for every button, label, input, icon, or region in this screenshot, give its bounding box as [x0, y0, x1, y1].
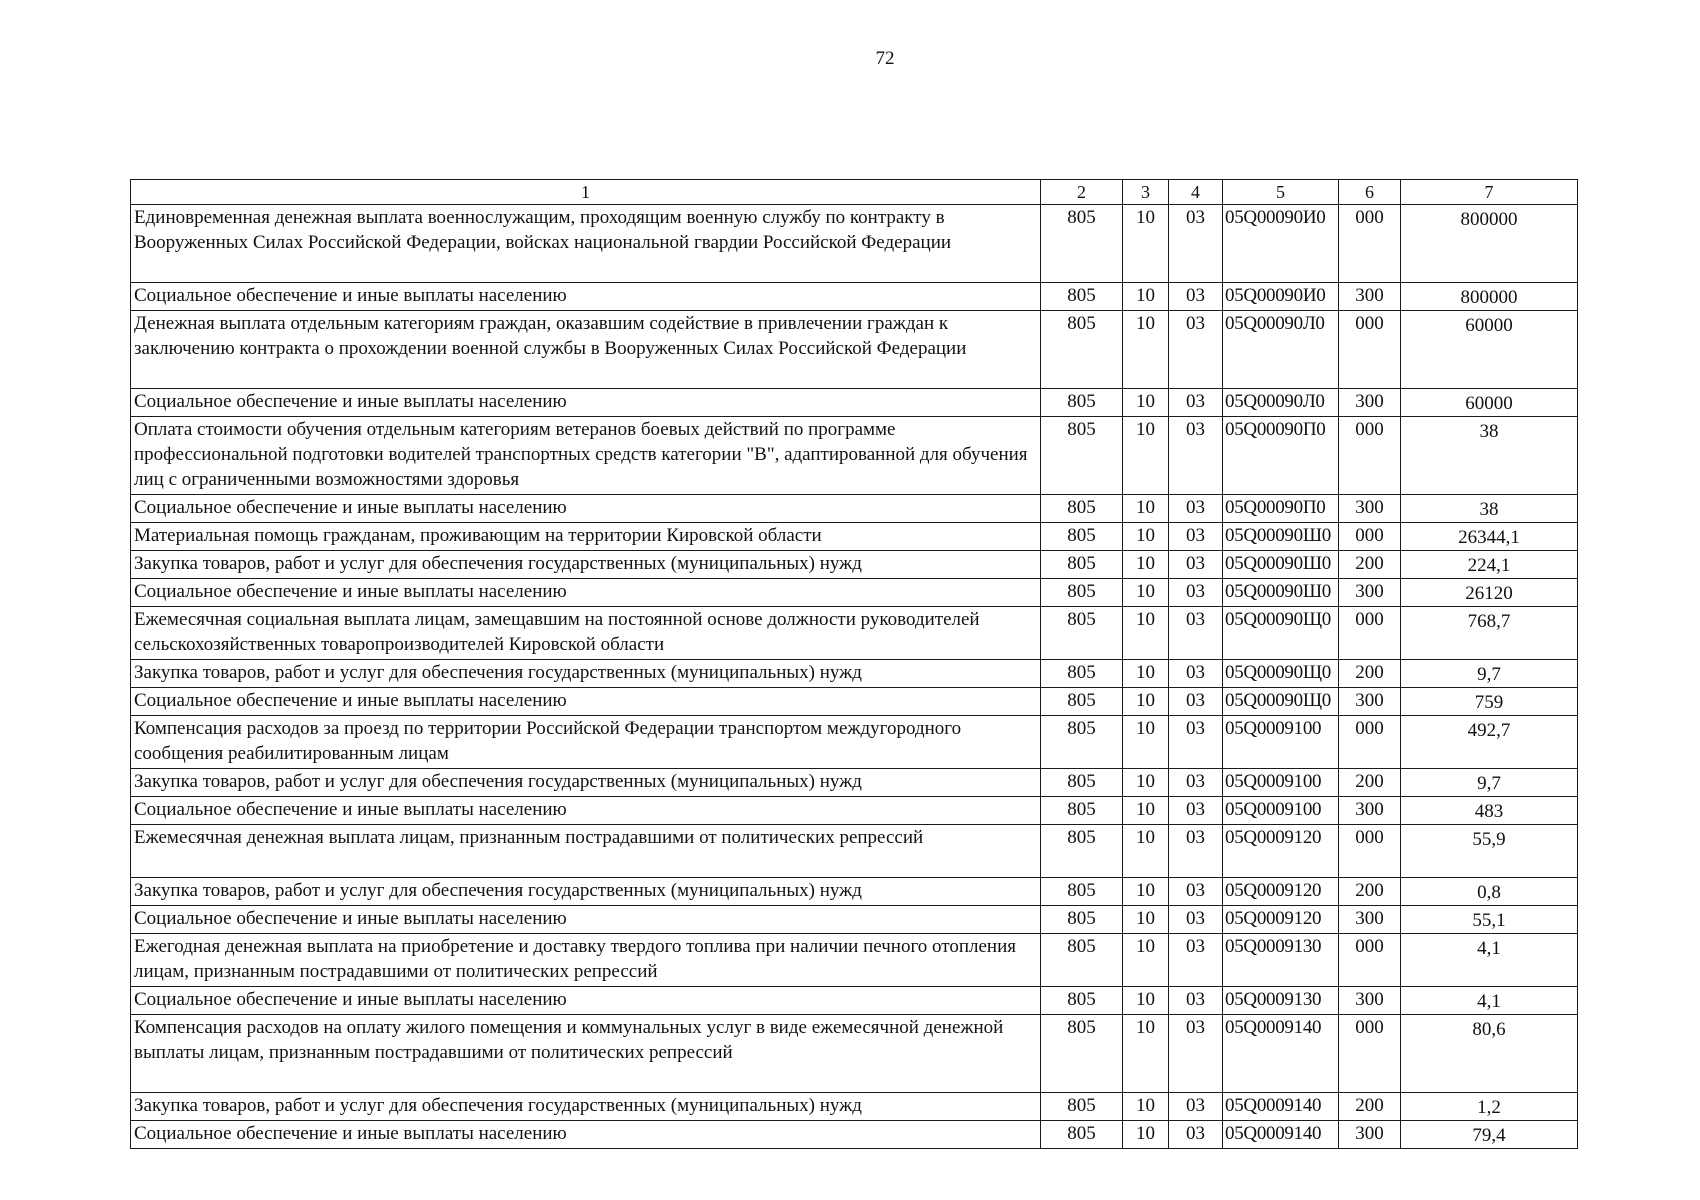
ministry-code-cell: 805 — [1041, 825, 1123, 878]
table-row — [131, 797, 1578, 825]
target-article-cell: 05Q0009100 — [1223, 797, 1339, 825]
expense-type-cell: 000 — [1339, 417, 1401, 495]
target-article-cell: 05Q00090И0 — [1223, 283, 1339, 311]
column-header-1: 1 — [131, 180, 1041, 205]
expense-type-cell: 300 — [1339, 389, 1401, 417]
target-article-cell: 05Q00090Л0 — [1223, 389, 1339, 417]
section-code-cell: 10 — [1123, 934, 1169, 987]
amount-cell: 9,7 — [1401, 660, 1578, 688]
section-code-cell: 10 — [1123, 1015, 1169, 1093]
subsection-code-cell: 03 — [1169, 934, 1223, 987]
ministry-code-cell: 805 — [1041, 579, 1123, 607]
ministry-code-cell: 805 — [1041, 688, 1123, 716]
section-code-cell: 10 — [1123, 688, 1169, 716]
table-row — [131, 311, 1578, 389]
section-code-cell: 10 — [1123, 660, 1169, 688]
subsection-code-cell: 03 — [1169, 878, 1223, 906]
subsection-code-cell: 03 — [1169, 688, 1223, 716]
table-row — [131, 551, 1578, 579]
table-row — [131, 205, 1578, 283]
subsection-code-cell: 03 — [1169, 987, 1223, 1015]
section-code-cell: 10 — [1123, 825, 1169, 878]
header-row — [131, 180, 1578, 205]
expense-type-cell: 000 — [1339, 607, 1401, 660]
amount-cell: 224,1 — [1401, 551, 1578, 579]
target-article-cell: 05Q00090Ш0 — [1223, 523, 1339, 551]
target-article-cell: 05Q0009130 — [1223, 934, 1339, 987]
expense-name-cell: Материальная помощь гражданам, проживающим на территории Кировской области — [131, 523, 1041, 551]
ministry-code-cell: 805 — [1041, 769, 1123, 797]
target-article-cell: 05Q0009130 — [1223, 987, 1339, 1015]
expense-type-cell: 000 — [1339, 205, 1401, 283]
expense-name-cell: Социальное обеспечение и иные выплаты населению — [131, 688, 1041, 716]
subsection-code-cell: 03 — [1169, 660, 1223, 688]
target-article-cell: 05Q00090П0 — [1223, 417, 1339, 495]
ministry-code-cell: 805 — [1041, 495, 1123, 523]
amount-cell: 800000 — [1401, 205, 1578, 283]
expense-name-cell: Единовременная денежная выплата военнослужащим, проходящим военную службу по контракту в Вооруженных Силах Российской Федерации, войсках национальной гвардии Российской Федерации — [131, 205, 1041, 283]
expense-name-cell: Социальное обеспечение и иные выплаты населению — [131, 906, 1041, 934]
expense-name-cell: Социальное обеспечение и иные выплаты населению — [131, 283, 1041, 311]
section-code-cell: 10 — [1123, 906, 1169, 934]
subsection-code-cell: 03 — [1169, 906, 1223, 934]
table-row — [131, 523, 1578, 551]
target-article-cell: 05Q0009100 — [1223, 716, 1339, 769]
target-article-cell: 05Q0009140 — [1223, 1093, 1339, 1121]
amount-cell: 26344,1 — [1401, 523, 1578, 551]
ministry-code-cell: 805 — [1041, 417, 1123, 495]
section-code-cell: 10 — [1123, 878, 1169, 906]
expense-name-cell: Закупка товаров, работ и услуг для обеспечения государственных (муниципальных) нужд — [131, 551, 1041, 579]
target-article-cell: 05Q00090Щ0 — [1223, 607, 1339, 660]
expense-type-cell: 200 — [1339, 769, 1401, 797]
subsection-code-cell: 03 — [1169, 417, 1223, 495]
section-code-cell: 10 — [1123, 389, 1169, 417]
amount-cell: 1,2 — [1401, 1093, 1578, 1121]
expense-name-cell: Компенсация расходов за проезд по территории Российской Федерации транспортом междугородного сообщения реабилитированным лицам — [131, 716, 1041, 769]
subsection-code-cell: 03 — [1169, 311, 1223, 389]
ministry-code-cell: 805 — [1041, 1121, 1123, 1149]
target-article-cell: 05Q00090П0 — [1223, 495, 1339, 523]
page-number: 72 — [875, 48, 895, 69]
section-code-cell: 10 — [1123, 579, 1169, 607]
expense-type-cell: 000 — [1339, 934, 1401, 987]
table-row — [131, 906, 1578, 934]
amount-cell: 55,9 — [1401, 825, 1578, 878]
target-article-cell: 05Q0009100 — [1223, 769, 1339, 797]
expense-type-cell: 000 — [1339, 716, 1401, 769]
expense-name-cell: Закупка товаров, работ и услуг для обеспечения государственных (муниципальных) нужд — [131, 769, 1041, 797]
expense-type-cell: 200 — [1339, 878, 1401, 906]
section-code-cell: 10 — [1123, 551, 1169, 579]
ministry-code-cell: 805 — [1041, 283, 1123, 311]
section-code-cell: 10 — [1123, 607, 1169, 660]
expense-type-cell: 300 — [1339, 495, 1401, 523]
ministry-code-cell: 805 — [1041, 551, 1123, 579]
table-row — [131, 688, 1578, 716]
expense-type-cell: 300 — [1339, 906, 1401, 934]
section-code-cell: 10 — [1123, 523, 1169, 551]
expense-name-cell: Социальное обеспечение и иные выплаты населению — [131, 1121, 1041, 1149]
subsection-code-cell: 03 — [1169, 1093, 1223, 1121]
target-article-cell: 05Q00090Ш0 — [1223, 551, 1339, 579]
target-article-cell: 05Q00090Ш0 — [1223, 579, 1339, 607]
table-row — [131, 878, 1578, 906]
table-row — [131, 1093, 1578, 1121]
expense-name-cell: Социальное обеспечение и иные выплаты населению — [131, 797, 1041, 825]
subsection-code-cell: 03 — [1169, 769, 1223, 797]
table-row — [131, 934, 1578, 987]
ministry-code-cell: 805 — [1041, 389, 1123, 417]
section-code-cell: 10 — [1123, 205, 1169, 283]
table-row — [131, 579, 1578, 607]
expense-name-cell: Ежегодная денежная выплата на приобретение и доставку твердого топлива при наличии печного отопления лицам, признанным пострадавшими от политических репрессий — [131, 934, 1041, 987]
subsection-code-cell: 03 — [1169, 283, 1223, 311]
budget-table — [130, 179, 1578, 1149]
section-code-cell: 10 — [1123, 797, 1169, 825]
section-code-cell: 10 — [1123, 1093, 1169, 1121]
amount-cell: 38 — [1401, 417, 1578, 495]
ministry-code-cell: 805 — [1041, 716, 1123, 769]
section-code-cell: 10 — [1123, 716, 1169, 769]
column-header-5: 5 — [1223, 180, 1339, 205]
table-row — [131, 389, 1578, 417]
amount-cell: 4,1 — [1401, 987, 1578, 1015]
expense-type-cell: 200 — [1339, 1093, 1401, 1121]
subsection-code-cell: 03 — [1169, 389, 1223, 417]
expense-type-cell: 000 — [1339, 311, 1401, 389]
amount-cell: 79,4 — [1401, 1121, 1578, 1149]
target-article-cell: 05Q00090Щ0 — [1223, 660, 1339, 688]
amount-cell: 759 — [1401, 688, 1578, 716]
ministry-code-cell: 805 — [1041, 660, 1123, 688]
table-row — [131, 987, 1578, 1015]
target-article-cell: 05Q0009120 — [1223, 906, 1339, 934]
expense-type-cell: 300 — [1339, 987, 1401, 1015]
table-row — [131, 607, 1578, 660]
section-code-cell: 10 — [1123, 495, 1169, 523]
subsection-code-cell: 03 — [1169, 607, 1223, 660]
amount-cell: 26120 — [1401, 579, 1578, 607]
table-row — [131, 1121, 1578, 1149]
expense-type-cell: 000 — [1339, 825, 1401, 878]
column-header-7: 7 — [1401, 180, 1578, 205]
target-article-cell: 05Q00090Л0 — [1223, 311, 1339, 389]
target-article-cell: 05Q00090Щ0 — [1223, 688, 1339, 716]
ministry-code-cell: 805 — [1041, 1093, 1123, 1121]
ministry-code-cell: 805 — [1041, 311, 1123, 389]
ministry-code-cell: 805 — [1041, 906, 1123, 934]
ministry-code-cell: 805 — [1041, 1015, 1123, 1093]
column-header-3: 3 — [1123, 180, 1169, 205]
subsection-code-cell: 03 — [1169, 495, 1223, 523]
subsection-code-cell: 03 — [1169, 579, 1223, 607]
expense-type-cell: 300 — [1339, 688, 1401, 716]
expense-type-cell: 200 — [1339, 660, 1401, 688]
expense-name-cell: Денежная выплата отдельным категориям граждан, оказавшим содействие в привлечении граждан к заключению контракта о прохождении военной службы в Вооруженных Силах Российской Федерации — [131, 311, 1041, 389]
table-row — [131, 1015, 1578, 1093]
subsection-code-cell: 03 — [1169, 551, 1223, 579]
expense-type-cell: 300 — [1339, 797, 1401, 825]
column-header-4: 4 — [1169, 180, 1223, 205]
ministry-code-cell: 805 — [1041, 934, 1123, 987]
expense-type-cell: 300 — [1339, 1121, 1401, 1149]
amount-cell: 60000 — [1401, 311, 1578, 389]
amount-cell: 38 — [1401, 495, 1578, 523]
ministry-code-cell: 805 — [1041, 607, 1123, 660]
section-code-cell: 10 — [1123, 1121, 1169, 1149]
expense-name-cell: Социальное обеспечение и иные выплаты населению — [131, 389, 1041, 417]
ministry-code-cell: 805 — [1041, 797, 1123, 825]
section-code-cell: 10 — [1123, 769, 1169, 797]
subsection-code-cell: 03 — [1169, 797, 1223, 825]
target-article-cell: 05Q0009120 — [1223, 878, 1339, 906]
table-row — [131, 660, 1578, 688]
ministry-code-cell: 805 — [1041, 878, 1123, 906]
section-code-cell: 10 — [1123, 283, 1169, 311]
subsection-code-cell: 03 — [1169, 1015, 1223, 1093]
target-article-cell: 05Q0009140 — [1223, 1015, 1339, 1093]
subsection-code-cell: 03 — [1169, 205, 1223, 283]
table-row — [131, 283, 1578, 311]
expense-type-cell: 000 — [1339, 523, 1401, 551]
ministry-code-cell: 805 — [1041, 523, 1123, 551]
column-header-2: 2 — [1041, 180, 1123, 205]
table-row — [131, 417, 1578, 495]
table-row — [131, 825, 1578, 878]
expense-name-cell: Оплата стоимости обучения отдельным категориям ветеранов боевых действий по программе профессиональной подготовки водителей транспортных средств категории "В", адаптированной для обучения лиц с ограниченными возможностями здоровья — [131, 417, 1041, 495]
expense-name-cell: Закупка товаров, работ и услуг для обеспечения государственных (муниципальных) нужд — [131, 660, 1041, 688]
subsection-code-cell: 03 — [1169, 716, 1223, 769]
amount-cell: 800000 — [1401, 283, 1578, 311]
ministry-code-cell: 805 — [1041, 205, 1123, 283]
section-code-cell: 10 — [1123, 987, 1169, 1015]
table-row — [131, 716, 1578, 769]
amount-cell: 492,7 — [1401, 716, 1578, 769]
expense-name-cell: Закупка товаров, работ и услуг для обеспечения государственных (муниципальных) нужд — [131, 878, 1041, 906]
expense-name-cell: Социальное обеспечение и иные выплаты населению — [131, 987, 1041, 1015]
amount-cell: 9,7 — [1401, 769, 1578, 797]
expense-type-cell: 000 — [1339, 1015, 1401, 1093]
table-row — [131, 495, 1578, 523]
amount-cell: 55,1 — [1401, 906, 1578, 934]
amount-cell: 0,8 — [1401, 878, 1578, 906]
expense-name-cell: Социальное обеспечение и иные выплаты населению — [131, 495, 1041, 523]
amount-cell: 4,1 — [1401, 934, 1578, 987]
expense-name-cell: Социальное обеспечение и иные выплаты населению — [131, 579, 1041, 607]
table-body — [131, 205, 1578, 1149]
expense-type-cell: 300 — [1339, 283, 1401, 311]
amount-cell: 80,6 — [1401, 1015, 1578, 1093]
expense-type-cell: 300 — [1339, 579, 1401, 607]
subsection-code-cell: 03 — [1169, 523, 1223, 551]
ministry-code-cell: 805 — [1041, 987, 1123, 1015]
expense-name-cell: Закупка товаров, работ и услуг для обеспечения государственных (муниципальных) нужд — [131, 1093, 1041, 1121]
target-article-cell: 05Q0009120 — [1223, 825, 1339, 878]
column-header-6: 6 — [1339, 180, 1401, 205]
table-row — [131, 769, 1578, 797]
expense-name-cell: Ежемесячная денежная выплата лицам, признанным пострадавшими от политических репрессий — [131, 825, 1041, 878]
amount-cell: 60000 — [1401, 389, 1578, 417]
subsection-code-cell: 03 — [1169, 1121, 1223, 1149]
expense-name-cell: Ежемесячная социальная выплата лицам, замещавшим на постоянной основе должности руководителей сельскохозяйственных товаропроизводителей Кировской области — [131, 607, 1041, 660]
target-article-cell: 05Q0009140 — [1223, 1121, 1339, 1149]
subsection-code-cell: 03 — [1169, 825, 1223, 878]
target-article-cell: 05Q00090И0 — [1223, 205, 1339, 283]
amount-cell: 483 — [1401, 797, 1578, 825]
amount-cell: 768,7 — [1401, 607, 1578, 660]
section-code-cell: 10 — [1123, 311, 1169, 389]
expense-type-cell: 200 — [1339, 551, 1401, 579]
expense-name-cell: Компенсация расходов на оплату жилого помещения и коммунальных услуг в виде ежемесячной денежной выплаты лицам, признанным пострадавшими от политических репрессий — [131, 1015, 1041, 1093]
section-code-cell: 10 — [1123, 417, 1169, 495]
